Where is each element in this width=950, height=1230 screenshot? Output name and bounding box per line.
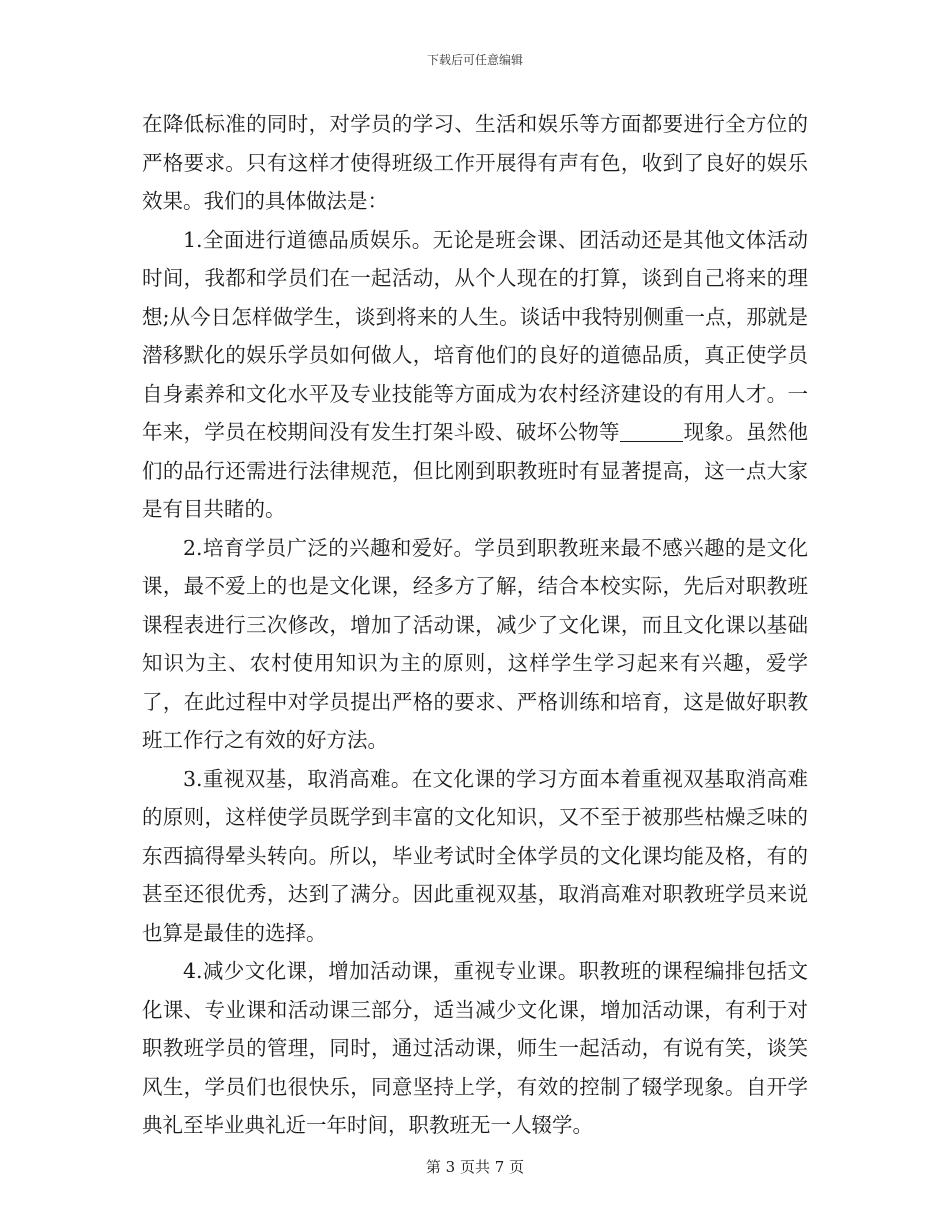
paragraph-item-1 (142, 221, 808, 529)
paragraph-item-1-text-b: 现象。虽然他们的品行还需进行法律规范，但比刚到职教班时有显著提高，这一点大家是有目共睹的。 (142, 420, 809, 521)
paragraph-intro: 在降低标准的同时，对学员的学习、生活和娱乐等方面都要进行全方位的严格要求。只有这样才使得班级工作开展得有声有色，收到了良好的娱乐效果。我们的具体做法是： (142, 112, 808, 213)
page-number: 第 3 页共 7 页 (425, 1158, 525, 1176)
page-header: 下载后可任意编辑 (426, 53, 523, 67)
paragraph-item-2: 2.培育学员广泛的兴趣和爱好。学员到职教班来最不感兴趣的是文化课，最不爱上的也是文化课，经多方了解，结合本校实际，先后对职教班课程表进行三次修改，增加了活动课，减少了文化课，而且文化课以基础知识为主、农村使用知识为主的原则，这样学生学习起来有兴趣，爱学了，在此过程中对学员提出严格的要求、严格训练和培育，这是做好职教班工作行之有效的好方法。 (142, 535, 808, 752)
paragraph-item-3: 3.重视双基，取消高难。在文化课的学习方面本着重视双基取消高难的原则，这样使学员既学到丰富的文化知识，又不至于被那些枯燥乏味的东西搞得晕头转向。所以，毕业考试时全体学员的文化课均能及格，有的甚至还很优秀，达到了满分。因此重视双基，取消高难对职教班学员来说也算是最佳的选择。 (142, 766, 808, 945)
fill-in-blank (620, 421, 684, 443)
document-body (142, 105, 808, 1145)
paragraph-item-1-text-a: 1.全面进行道德品质娱乐。无论是班会课、团活动还是其他文体活动时间，我都和学员们在一起活动，从个人现在的打算，谈到自己将来的理想;从今日怎样做学生，谈到将来的人生。谈话中我特别侧重一点，那就是潜移默化的娱乐学员如何做人，培育他们的良好的道德品质，真正使学员自身素养和文化水平及专业技能等方面成为农村经济建设的有用人才。一年来，学员在校期间没有发生打架斗殴、破坏公物等 (142, 227, 808, 444)
paragraph-item-4: 4.减少文化课，增加活动课，重视专业课。职教班的课程编排包括文化课、专业课和活动课三部分，适当减少文化课，增加活动课，有利于对职教班学员的管理，同时，通过活动课，师生一起活动，有说有笑，谈笑风生，学员们也很快乐，同意坚持上学，有效的控制了辍学现象。自开学典礼至毕业典礼近一年时间，职教班无一人辍学。 (142, 959, 808, 1137)
